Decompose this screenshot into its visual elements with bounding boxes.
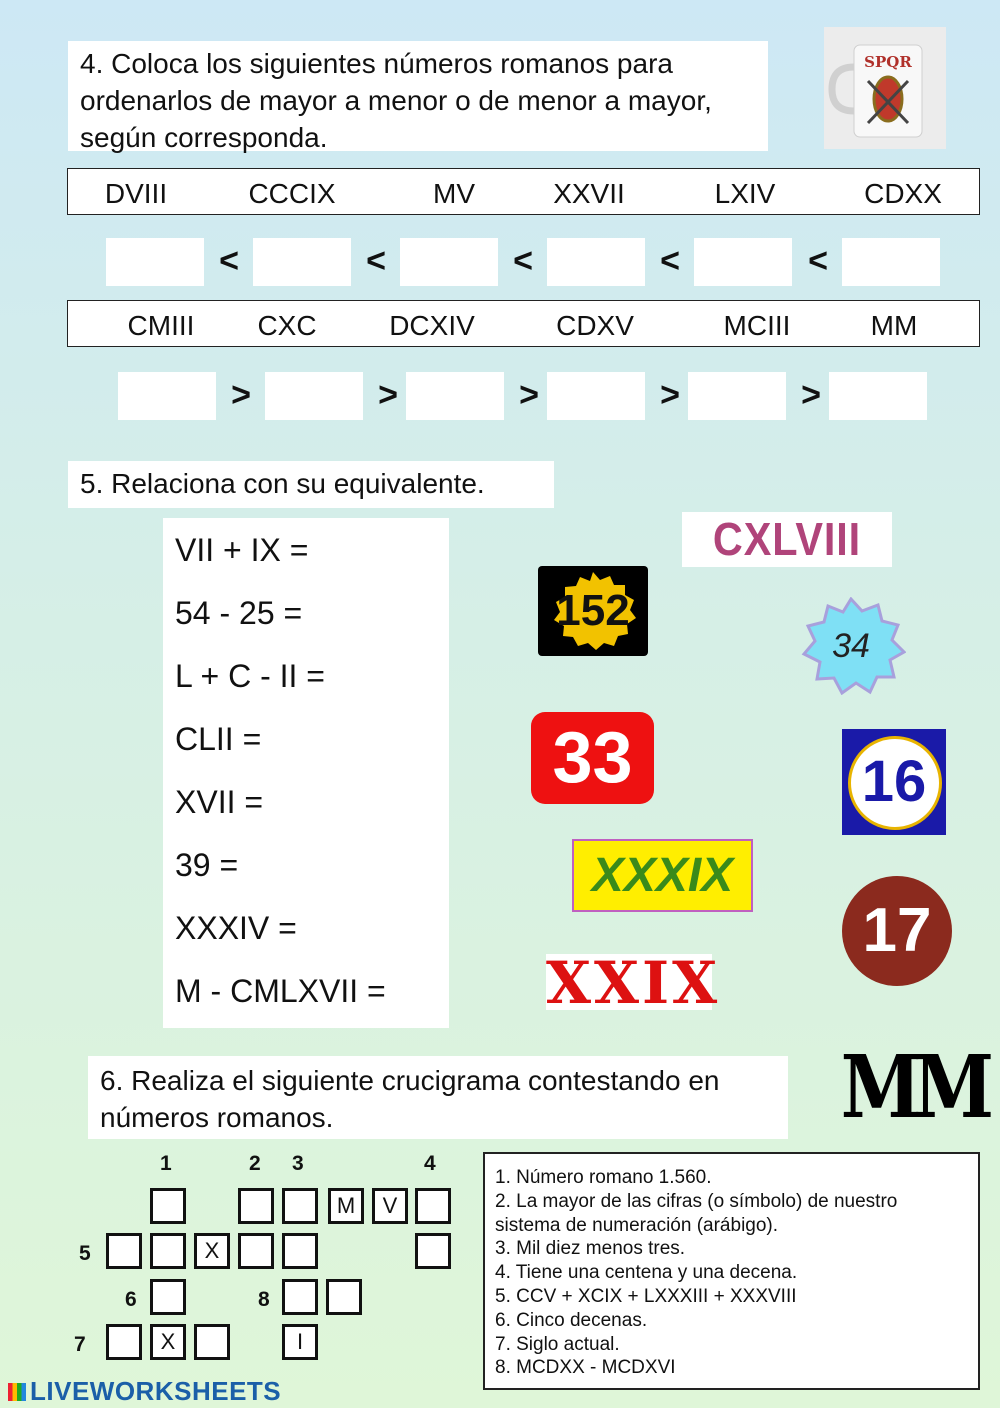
answer-box-row2-5[interactable] [688,372,786,420]
q4-row1-item: LXIV [714,178,776,209]
crossword-cell[interactable] [415,1188,451,1224]
q4-row1-item: CDXX [864,178,942,209]
tile-17[interactable]: 17 [842,876,952,986]
logo-icon [8,1383,26,1401]
tile-xxxix[interactable]: XXXIX [572,839,753,912]
q4-row1-item: XXVII [553,178,625,209]
crossword-cell[interactable] [282,1188,318,1224]
q4-row1-item: DVIII [104,178,168,209]
expression: XVII = [175,784,264,820]
q5-title: 5. Relaciona con su equivalente. [68,461,554,508]
answer-box-row1-6[interactable] [842,238,940,286]
clue: 2. La mayor de las cifras (o símbolo) de nuestro sistema de numeración (arábigo). [495,1190,898,1236]
answer-box-row1-2[interactable] [253,238,351,286]
tile-16[interactable]: 16 [842,729,946,835]
crossword-number: 8 [258,1288,270,1311]
clue: 1. Número romano 1.560. [495,1167,712,1188]
tile-152[interactable]: 152 [538,566,648,656]
q4-row2-item: MCIII [723,310,791,341]
crossword-number: 2 [249,1152,261,1175]
crossword-number: 3 [292,1152,304,1175]
crossword-number: 7 [74,1333,86,1356]
crossword-number: 5 [79,1242,91,1265]
less-than-symbol: < [513,242,533,280]
q4-row2-item: CDXV [556,310,634,341]
mug-image [824,27,946,149]
greater-than-symbol: > [231,376,251,414]
tile-34[interactable]: 34 [796,597,906,695]
clue: 6. Cinco decenas. [495,1309,648,1331]
tile-mm[interactable]: MM [840,1037,986,1138]
crossword-cell-given: X [150,1324,186,1360]
tile-cxlviii[interactable]: CXLVIII [682,512,892,567]
q4-row1-item: MV [433,178,475,209]
logo-text: LIVEWORKSHEETS [30,1376,282,1406]
crossword-cell[interactable] [150,1233,186,1269]
crossword-cell[interactable] [282,1279,318,1315]
expression: L + C - II = [175,658,325,694]
expression: CLII = [175,721,262,757]
expression: M - CMLXVII = [175,973,386,1009]
expression: VII + IX = [175,532,309,568]
clue: 5. CCV + XCIX + LXXXIII + XXXVIII [495,1285,797,1307]
clue: 8. MCDXX - MCDXVI [495,1357,676,1379]
q4-row2-item: DCXIV [389,310,475,341]
greater-than-symbol: > [519,376,539,414]
expressions-panel [163,518,449,1028]
crossword-number: 6 [125,1288,137,1311]
answer-box-row2-3[interactable] [406,372,504,420]
crossword-number: 1 [160,1152,172,1175]
crossword-cell[interactable] [415,1233,451,1269]
q4-row1 [67,168,980,215]
answer-box-row1-4[interactable] [547,238,645,286]
less-than-symbol: < [808,242,828,280]
expression: XXXIV = [175,910,297,946]
crossword-cell-given: M [328,1188,364,1224]
less-than-symbol: < [366,242,386,280]
q4-title: 4. Coloca los siguientes números romanos para ordenarlos de mayor a menor o de menor a mayor, según corresponda. [68,41,768,151]
greater-than-symbol: > [378,376,398,414]
crossword-cell[interactable] [238,1233,274,1269]
crossword-cell[interactable] [106,1324,142,1360]
less-than-symbol: < [219,242,239,280]
answer-box-row1-1[interactable] [106,238,204,286]
less-than-symbol: < [660,242,680,280]
crossword-cell[interactable] [150,1279,186,1315]
q4-row2 [67,300,980,347]
clue: 3. Mil diez menos tres. [495,1238,686,1260]
expression: 54 - 25 = [175,595,303,631]
crossword-number: 4 [424,1152,436,1175]
clue: 7. Siglo actual. [495,1333,620,1355]
q6-title: 6. Realiza el siguiente crucigrama contestando en números romanos. [88,1056,788,1139]
answer-box-row1-3[interactable] [400,238,498,286]
crossword-cell[interactable] [150,1188,186,1224]
answer-box-row1-5[interactable] [694,238,792,286]
liveworksheets-logo [8,1376,281,1407]
q4-row2-item: CMIII [127,310,195,341]
crossword-cell[interactable] [282,1233,318,1269]
greater-than-symbol: > [660,376,680,414]
answer-box-row2-4[interactable] [547,372,645,420]
greater-than-symbol: > [801,376,821,414]
clue: 4. Tiene una centena y una decena. [495,1262,798,1284]
answer-box-row2-2[interactable] [265,372,363,420]
crossword-cell-given: X [194,1233,230,1269]
answer-box-row2-6[interactable] [829,372,927,420]
crossword-cell[interactable] [106,1233,142,1269]
mug-text: SPQR [864,53,912,71]
q4-row2-item: MM [870,310,918,341]
q4-row1-item: CCCIX [248,178,336,209]
tile-33[interactable]: 33 [531,712,654,804]
crossword-cell-given: I [282,1324,318,1360]
crossword-cell[interactable] [238,1188,274,1224]
crossword-cell[interactable] [194,1324,230,1360]
answer-box-row2-1[interactable] [118,372,216,420]
crossword-cell[interactable] [326,1279,362,1315]
clues-box [483,1152,980,1390]
q4-row2-item: CXC [257,310,317,341]
crossword-cell-given: V [372,1188,408,1224]
tile-xxix[interactable]: XXIX [546,949,721,1017]
expression: 39 = [175,847,239,883]
